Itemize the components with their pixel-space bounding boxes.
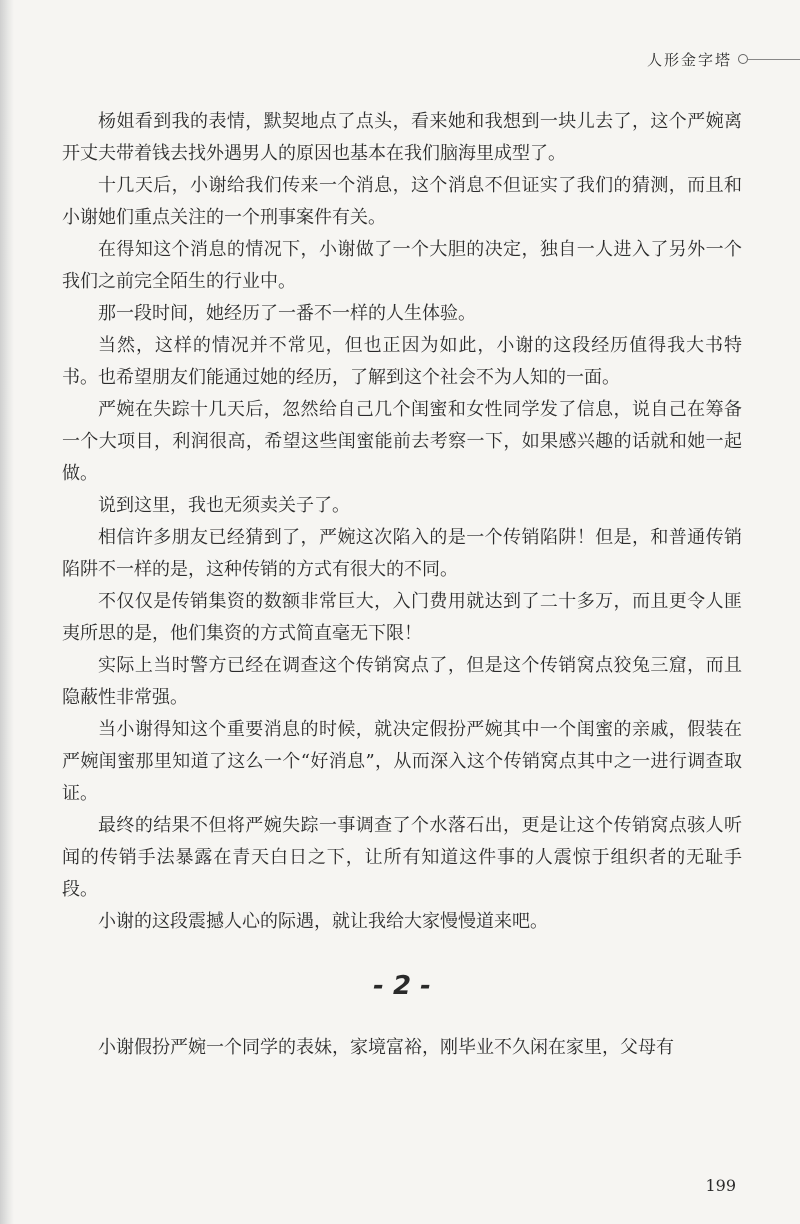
paragraph: 不仅仅是传销集资的数额非常巨大，入门费用就达到了二十多万，而且更令人匪夷所思的是，他们集资的方式简直毫无下限！ <box>62 591 742 644</box>
book-spine-shadow <box>0 0 14 1224</box>
running-header <box>647 44 800 74</box>
paragraph: 相信许多朋友已经猜到了，严婉这次陷入的是一个传销陷阱！但是，和普通传销陷阱不一样的是，这种传销的方式有很大的不同。 <box>62 527 742 580</box>
paragraph: 当小谢得知这个重要消息的时候，就决定假扮严婉其中一个闺蜜的亲戚，假装在严婉闺蜜那里知道了这么一个“好消息”，从而深入这个传销窝点其中之一进行调查取证。 <box>62 719 742 804</box>
page-number: 199 <box>705 1176 736 1195</box>
page-body <box>62 106 742 1064</box>
section-number: - 2 - <box>373 971 431 1001</box>
paragraph: 最终的结果不但将严婉失踪一事调查了个水落石出，更是让这个传销窝点骇人听闻的传销手法暴露在青天白日之下，让所有知道这件事的人震惊于组织者的无耻手段。 <box>62 815 742 900</box>
circle-icon <box>738 54 748 64</box>
paragraph: 实际上当时警方已经在调查这个传销窝点了，但是这个传销窝点狡兔三窟，而且隐蔽性非常强。 <box>62 655 742 708</box>
paragraph: 小谢假扮严婉一个同学的表妹，家境富裕，刚毕业不久闲在家里，父母有 <box>98 1037 674 1058</box>
paragraph: 在得知这个消息的情况下，小谢做了一个大胆的决定，独自一人进入了另外一个我们之前完全陌生的行业中。 <box>62 239 742 292</box>
paragraph: 十几天后，小谢给我们传来一个消息，这个消息不但证实了我们的猜测，而且和小谢她们重点关注的一个刑事案件有关。 <box>62 175 742 228</box>
paragraph: 当然，这样的情况并不常见，但也正因为如此，小谢的这段经历值得我大书特书。也希望朋友们能通过她的经历，了解到这个社会不为人知的一面。 <box>62 335 742 388</box>
running-header-title: 人形金字塔 <box>646 50 732 69</box>
paragraph: 那一段时间，她经历了一番不一样的人生体验。 <box>98 303 476 324</box>
paragraph: 说到这里，我也无须卖关子了。 <box>98 495 350 516</box>
paragraph: 杨姐看到我的表情，默契地点了点头，看来她和我想到一块儿去了，这个严婉离开丈夫带着钱去找外遇男人的原因也基本在我们脑海里成型了。 <box>62 111 742 164</box>
paragraph: 严婉在失踪十几天后，忽然给自己几个闺蜜和女性同学发了信息，说自己在筹备一个大项目，利润很高，希望这些闺蜜能前去考察一下，如果感兴趣的话就和她一起做。 <box>62 399 742 484</box>
header-rule <box>748 59 800 60</box>
paragraph: 小谢的这段震撼人心的际遇，就让我给大家慢慢道来吧。 <box>98 911 548 932</box>
